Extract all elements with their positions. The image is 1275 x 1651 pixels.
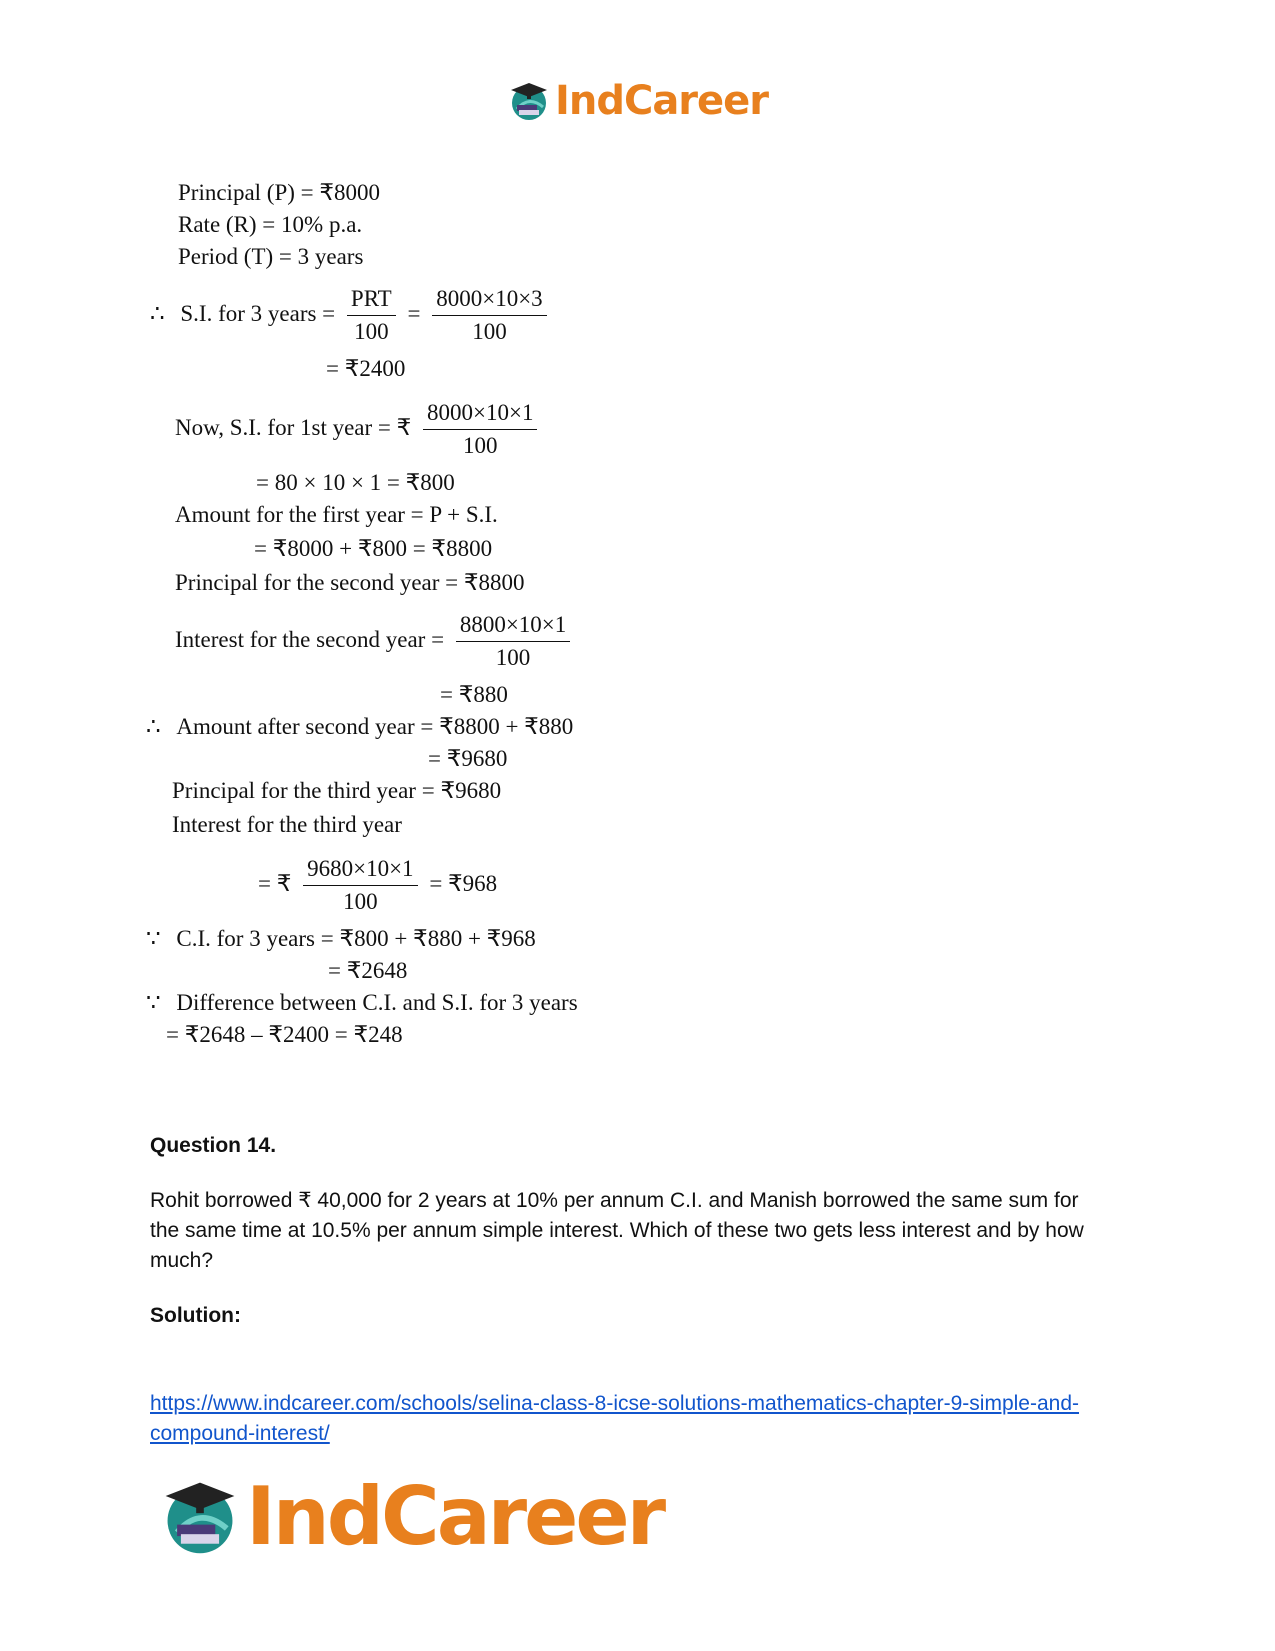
- amount2-line: [146, 714, 573, 740]
- amount1-label: Amount for the first year = P + S.I.: [175, 502, 498, 527]
- rate-line: Rate (R) = 10% p.a.: [178, 212, 363, 237]
- difference-text: Difference between C.I. and S.I. for 3 years: [176, 990, 578, 1015]
- interest2-result: = ₹880: [440, 682, 508, 707]
- year1-si-equation: [175, 400, 543, 459]
- interest3-numerator: 9680×10×1: [303, 856, 417, 886]
- source-link[interactable]: https://www.indcareer.com/schools/selina-class-8-icse-solutions-mathematics-chapter-9-simple-and-compound-interest/: [150, 1392, 1080, 1445]
- logo-wordmark: IndCareer: [246, 1470, 664, 1563]
- interest3-denominator: 100: [343, 889, 378, 914]
- principal-line: Principal (P) = ₹8000: [178, 180, 381, 205]
- because-symbol: ∵: [146, 990, 161, 1015]
- logo-wordmark: IndCareer: [554, 78, 769, 124]
- therefore-symbol: ∴: [146, 714, 161, 739]
- difference-result: = ₹2648 – ₹2400 = ₹248: [166, 1022, 403, 1047]
- si-label: S.I. for 3 years =: [180, 300, 336, 326]
- difference-line: [146, 990, 578, 1016]
- si-fraction: [432, 286, 546, 345]
- interest3-label: Interest for the third year: [172, 812, 402, 837]
- year1-calc: = 80 × 10 × 1 = ₹800: [256, 470, 455, 495]
- si-result: = ₹2400: [326, 356, 406, 381]
- interest3-result: = ₹968: [429, 870, 498, 896]
- because-symbol: ∵: [146, 926, 161, 951]
- therefore-symbol: ∴: [150, 300, 165, 326]
- prt-fraction: [347, 286, 396, 345]
- footer-logo: [158, 1470, 663, 1564]
- year1-label: Now, S.I. for 1st year = ₹: [175, 414, 412, 440]
- interest3-prefix: = ₹: [258, 870, 292, 896]
- interest3-equation: [258, 856, 497, 915]
- amount1-calc: = ₹8000 + ₹800 = ₹8800: [254, 536, 493, 561]
- principal3-line: Principal for the third year = ₹9680: [172, 778, 502, 803]
- principal2-line: Principal for the second year = ₹8800: [175, 570, 525, 595]
- solution-label: Solution:: [150, 1304, 241, 1327]
- year1-denominator: 100: [463, 433, 498, 458]
- header-logo: [0, 78, 1275, 128]
- ci-line: [146, 926, 536, 952]
- si-equation: [150, 286, 553, 345]
- ci-text: C.I. for 3 years = ₹800 + ₹880 + ₹968: [176, 926, 536, 951]
- question-title: Question 14.: [150, 1134, 277, 1157]
- year1-fraction: [423, 400, 537, 459]
- graduation-globe-icon: [158, 1475, 242, 1559]
- interest2-numerator: 8800×10×1: [456, 612, 570, 642]
- prt-numerator: PRT: [347, 286, 396, 316]
- question-body: Rohit borrowed ₹ 40,000 for 2 years at 10% per annum C.I. and Manish borrowed the same sum for the same time at 10.5% per annum simple interest. Which of these two gets less interest and by how much?: [150, 1189, 1084, 1272]
- amount2-text: Amount after second year = ₹8800 + ₹880: [176, 714, 574, 739]
- period-line: Period (T) = 3 years: [178, 244, 364, 269]
- si-numerator: 8000×10×3: [432, 286, 546, 316]
- interest2-denominator: 100: [495, 645, 531, 670]
- interest3-fraction: [303, 856, 417, 915]
- interest2-equation: [175, 612, 576, 671]
- interest2-fraction: [456, 612, 570, 671]
- year1-numerator: 8000×10×1: [423, 400, 537, 430]
- si-denominator: 100: [472, 319, 507, 344]
- equals-sign: =: [407, 300, 421, 326]
- amount2-result: = ₹9680: [428, 746, 508, 771]
- ci-result: = ₹2648: [328, 958, 408, 983]
- interest2-label: Interest for the second year =: [175, 626, 445, 652]
- graduation-globe-icon: [507, 79, 551, 123]
- prt-denominator: 100: [354, 319, 389, 344]
